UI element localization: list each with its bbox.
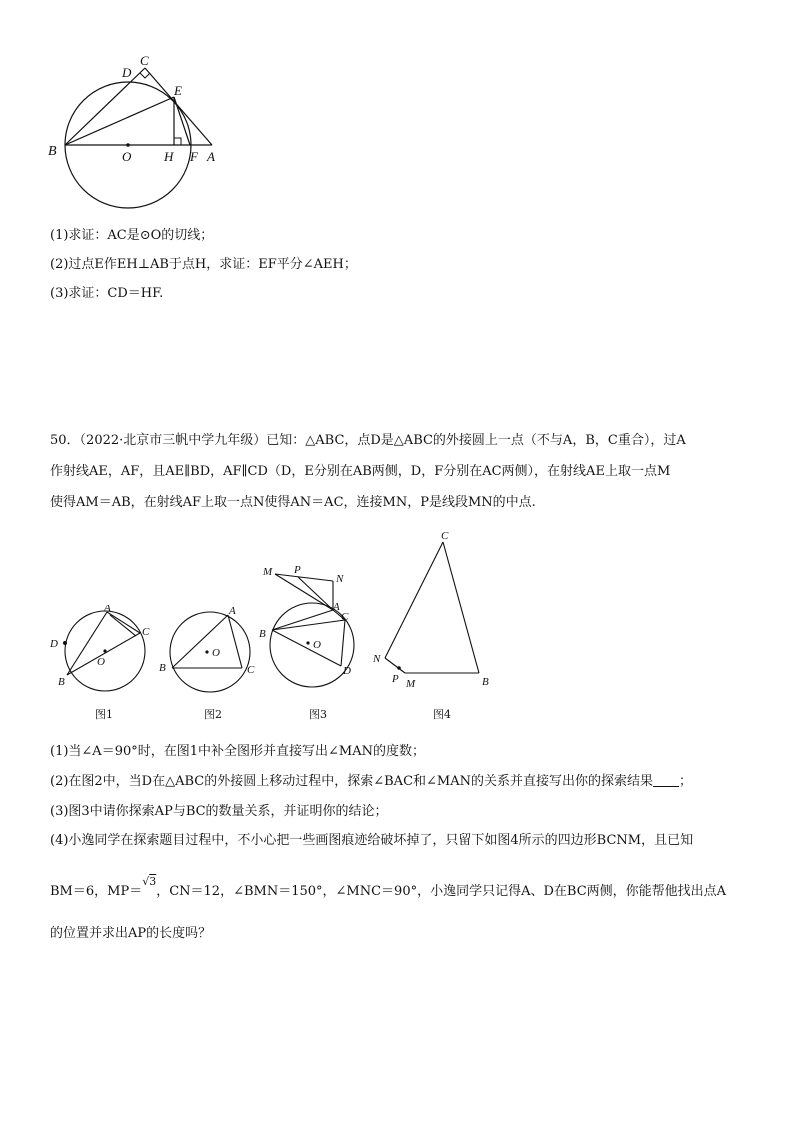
label-h: H [164,149,174,164]
fig3-ab [272,610,333,630]
sqrt-radical-icon: √3 [142,875,157,888]
label-d: D [122,65,132,80]
label-b: B [48,144,57,159]
label-c: C [140,53,149,68]
right-angle-c [140,73,150,78]
problem50-part2: (2)在图2中，当D在△ABC的外接圆上移动过程中，探索∠BAC和∠MAN的关系并直接写出你的探索结果 [50,774,653,789]
figure4-caption: 图4 [433,708,451,721]
fig4-mn [385,658,405,673]
problem50-part4-line2 [50,875,727,901]
fig1-point-d [63,641,67,645]
problem49-part1: (1)求证：AC是⊙O的切线； [50,228,214,243]
fig3-bd [272,630,341,666]
fig3-pa [298,577,333,610]
segment-ca [145,68,212,145]
fig3-label-a: A [333,601,340,613]
fig3-cd [341,620,345,666]
fig1-label-d: D [50,638,58,650]
fig1-label-a: A [104,605,111,614]
fig1-label-b: B [58,676,65,688]
fig4-label-n: N [373,653,381,665]
fig3-label-d: D [343,665,351,677]
fig3-center-o [306,641,309,644]
fig4-label-p: P [392,673,399,685]
fig2-label-o: O [212,647,220,659]
problem49-part2: (2)过点E作EH⊥AB于点H，求证：EF平分∠AEH； [50,257,357,272]
fig1-label-c: C [142,626,150,638]
part4-rest: ，CN＝12，∠BMN＝150°，∠MNC＝90°，小逸同学只记得A、D在BC两侧，你能帮他找出点A [156,884,727,899]
figure2-caption: 图2 [204,708,222,721]
figure2 [155,605,265,695]
problem50-intro-line3: 使得AM＝AB，在射线AF上取一点N使得AN＝AC，连接MN，P是线段MN的中点. [50,495,536,510]
fig1-bc [67,633,140,675]
fig4-point-p [397,666,401,670]
fig4-nc [385,542,443,658]
label-a: A [207,149,215,164]
answer-blank [653,774,679,787]
fig3-label-c: C [341,611,349,623]
fig3-label-n: N [336,573,344,585]
segment-bc [65,68,145,145]
fig2-ac [228,615,242,668]
problem50-part4-line3: 的位置并求出AP的长度吗？ [50,926,212,941]
fig1-center-o [103,649,106,652]
problem50-part4-line1: (4)小逸同学在探索题目过程中，不小心把一些画图痕迹给破坏掉了，只留下如图4所示的四边形BCNM，且已知 [50,833,694,848]
problem50-part2-end: ； [678,774,692,789]
label-e: E [174,83,182,98]
fig2-label-b: B [159,662,166,674]
fig3-label-p: P [294,564,301,576]
fig1-ac-inner [110,615,136,636]
figure1 [48,605,158,695]
label-o: O [122,149,132,164]
problem49-part3: (3)求证：CD＝HF. [50,286,164,301]
fig3-label-m: M [263,566,273,578]
sqrt-radicand: 3 [149,875,157,888]
fig3-label-b: B [259,628,266,640]
right-angle-h [174,138,181,145]
figure1-caption: 图1 [95,708,113,721]
problem50-intro-line2: 作射线AE，AF，且AE∥BD，AF∥CD（D，E分别在AB两侧，D，F分别在AC两侧），在射线AE上取一点M [50,464,671,479]
fig2-center-o [205,650,208,653]
part4-bm: BM＝6，MP＝ [50,884,143,899]
problem49-figure [40,45,240,215]
problem50-part1: (1)当∠A＝90°时，在图1中补全图形并直接写出∠MAN的度数； [50,744,425,759]
fig4-label-b: B [482,676,489,688]
label-f: F [190,149,198,164]
problem50-part2-row [50,773,692,791]
figure4 [365,530,505,695]
problem50-intro-line1: 50．（2022·北京市三帆中学九年级）已知：△ABC，点D是△ABC的外接圆上一点（不与A，B，C重合），过A [50,433,686,448]
segment-be [65,97,174,145]
figure3-caption: 图3 [309,708,327,721]
fig3-label-o: O [313,639,321,651]
fig2-label-a: A [229,605,236,617]
sqrt-3 [142,875,157,901]
figure3 [255,560,365,695]
center-dot-o [126,143,130,147]
fig1-label-o: O [97,656,105,668]
fig4-label-c: C [441,530,449,542]
fig4-cb [443,542,479,673]
fig2-label-c: C [247,664,255,676]
problem50-part3: (3)图3中请你探索AP与BC的数量关系，并证明你的结论； [50,804,388,819]
fig3-bc [272,620,345,630]
fig2-ab [172,615,228,668]
fig4-label-m: M [406,678,416,690]
